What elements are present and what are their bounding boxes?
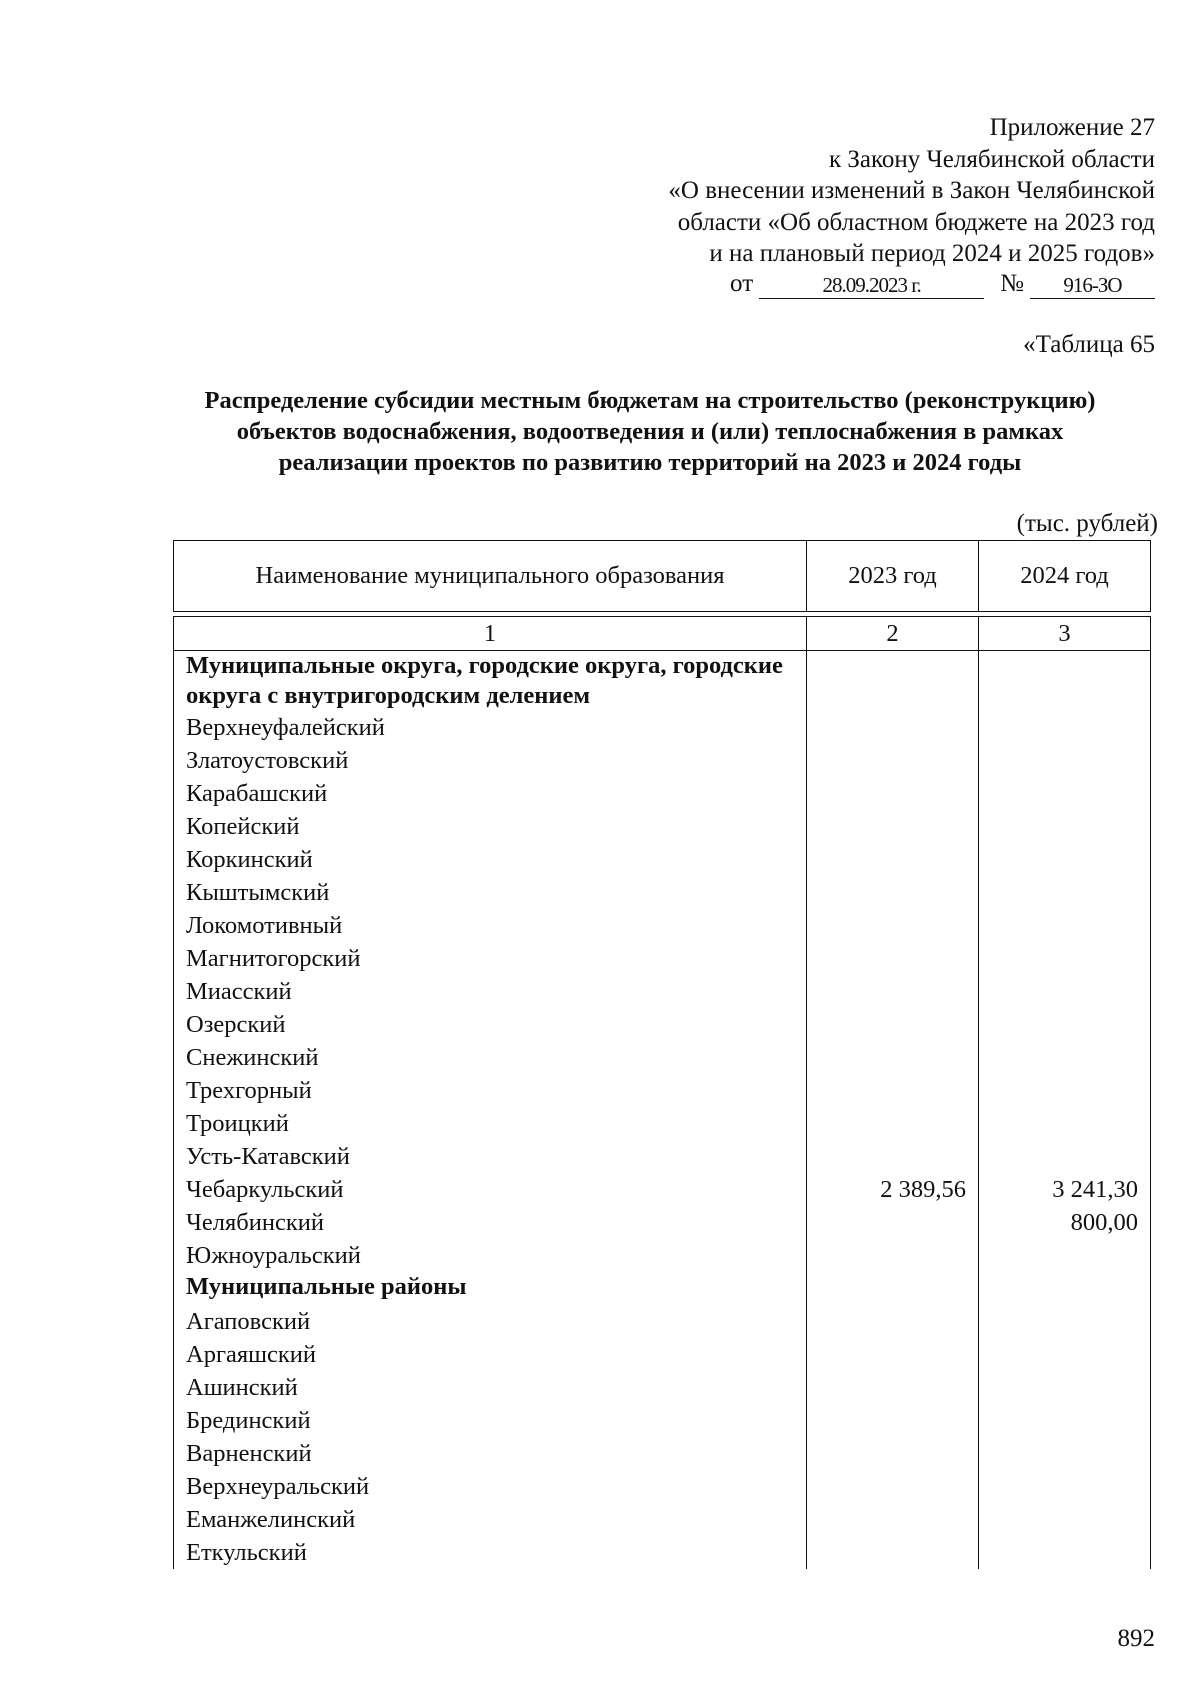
- municipality-name: Трехгорный: [174, 1074, 807, 1107]
- value-2024: [979, 909, 1151, 942]
- municipality-name: Кыштымский: [174, 876, 807, 909]
- value-2024: [979, 744, 1151, 777]
- column-number-row: [174, 617, 1151, 651]
- value-2024: [979, 651, 1151, 712]
- value-2023: [807, 1503, 979, 1536]
- value-2024: [979, 1470, 1151, 1503]
- municipality-name: Муниципальные округа, городские округа, городские округа с внутригородским делением: [174, 651, 807, 712]
- table-row: [174, 876, 1151, 909]
- table-row: [174, 1536, 1151, 1569]
- table-row: [174, 1107, 1151, 1140]
- municipality-name: Локомотивный: [174, 909, 807, 942]
- value-2023: [807, 975, 979, 1008]
- subsidy-table: [173, 540, 1151, 1569]
- value-2024: [979, 876, 1151, 909]
- value-2024: [979, 843, 1151, 876]
- value-2023: [807, 810, 979, 843]
- number-label: №: [1000, 269, 1024, 297]
- municipality-name: Ашинский: [174, 1371, 807, 1404]
- law-date: 28.09.2023 г.: [759, 273, 984, 299]
- municipality-name: Карабашский: [174, 777, 807, 810]
- table-row: [174, 711, 1151, 744]
- table-row: [174, 1206, 1151, 1239]
- header-2024: 2024 год: [979, 541, 1151, 612]
- value-2024: 3 241,30: [979, 1173, 1151, 1206]
- municipality-name: Чебаркульский: [174, 1173, 807, 1206]
- document-title: [150, 385, 1150, 478]
- value-2024: [979, 1074, 1151, 1107]
- municipality-name: Аргаяшский: [174, 1338, 807, 1371]
- table-row: [174, 909, 1151, 942]
- table-section-row: [174, 1272, 1151, 1305]
- value-2023: [807, 942, 979, 975]
- municipality-name: Верхнеуфалейский: [174, 711, 807, 744]
- table-row: [174, 1503, 1151, 1536]
- appendix-header: [595, 112, 1155, 299]
- table-row: [174, 1008, 1151, 1041]
- value-2023: [807, 1305, 979, 1338]
- value-2023: [807, 876, 979, 909]
- municipality-name: Еткульский: [174, 1536, 807, 1569]
- municipality-name: Варненский: [174, 1437, 807, 1470]
- appendix-line-3: «О внесении изменений в Закон Челябинской: [668, 177, 1155, 204]
- value-2023: 2 389,56: [807, 1173, 979, 1206]
- table-row: [174, 1404, 1151, 1437]
- table-row: [174, 1074, 1151, 1107]
- municipality-name: Копейский: [174, 810, 807, 843]
- value-2023: [807, 1206, 979, 1239]
- value-2024: [979, 1371, 1151, 1404]
- value-2024: [979, 1041, 1151, 1074]
- table-row: [174, 1041, 1151, 1074]
- municipality-name: Челябинский: [174, 1206, 807, 1239]
- title-line-1: Распределение субсидии местным бюджетам на строительство (реконструкцию): [204, 387, 1096, 414]
- table-row: [174, 744, 1151, 777]
- appendix-line-4: области «Об областном бюджете на 2023 год: [677, 208, 1155, 236]
- from-label: от: [730, 269, 754, 297]
- value-2024: [979, 1338, 1151, 1371]
- value-2024: [979, 1536, 1151, 1569]
- value-2023: [807, 1041, 979, 1074]
- municipality-name: Верхнеуральский: [174, 1470, 807, 1503]
- municipality-name: Брединский: [174, 1404, 807, 1437]
- table-row: [174, 1173, 1151, 1206]
- table-row: [174, 1305, 1151, 1338]
- value-2024: [979, 810, 1151, 843]
- municipality-name: Магнитогорский: [174, 942, 807, 975]
- value-2024: [979, 1305, 1151, 1338]
- law-number: 916-ЗО: [1030, 273, 1155, 299]
- municipality-name: Усть-Катавский: [174, 1140, 807, 1173]
- table-row: [174, 810, 1151, 843]
- table-row: [174, 975, 1151, 1008]
- title-line-2: объектов водоснабжения, водоотведения и (или) теплоснабжения в рамках: [236, 418, 1064, 445]
- law-signature-row: [595, 268, 1155, 300]
- header-row: [174, 541, 1151, 612]
- value-2023: [807, 1470, 979, 1503]
- municipality-name: Озерский: [174, 1008, 807, 1041]
- unit-label: (тыс. рублей): [1016, 510, 1158, 537]
- value-2023: [807, 651, 979, 712]
- table-row: [174, 1239, 1151, 1272]
- value-2023: [807, 1107, 979, 1140]
- value-2023: [807, 1008, 979, 1041]
- value-2024: [979, 1503, 1151, 1536]
- value-2024: [979, 711, 1151, 744]
- value-2024: [979, 777, 1151, 810]
- column-number: 3: [979, 617, 1151, 651]
- value-2023: [807, 1536, 979, 1569]
- column-number: 1: [174, 617, 807, 651]
- table-row: [174, 1371, 1151, 1404]
- appendix-line-2: к Закону Челябинской области: [829, 145, 1155, 173]
- value-2023: [807, 1140, 979, 1173]
- value-2024: [979, 1107, 1151, 1140]
- value-2023: [807, 744, 979, 777]
- municipality-name: Коркинский: [174, 843, 807, 876]
- value-2024: [979, 1239, 1151, 1272]
- value-2023: [807, 1404, 979, 1437]
- value-2023: [807, 1074, 979, 1107]
- value-2024: [979, 1272, 1151, 1305]
- header-municipality: Наименование муниципального образования: [174, 541, 807, 612]
- value-2024: [979, 1008, 1151, 1041]
- municipality-name: Троицкий: [174, 1107, 807, 1140]
- municipality-name: Снежинский: [174, 1041, 807, 1074]
- value-2024: [979, 942, 1151, 975]
- appendix-line-5: и на плановый период 2024 и 2025 годов»: [709, 240, 1155, 267]
- value-2024: [979, 1140, 1151, 1173]
- value-2023: [807, 1371, 979, 1404]
- value-2023: [807, 843, 979, 876]
- municipality-name: Миасский: [174, 975, 807, 1008]
- column-number: 2: [807, 617, 979, 651]
- table-row: [174, 942, 1151, 975]
- municipality-name: Агаповский: [174, 1305, 807, 1338]
- municipality-name: Муниципальные районы: [174, 1272, 807, 1305]
- value-2023: [807, 1272, 979, 1305]
- table-row: [174, 1140, 1151, 1173]
- table-section-row: [174, 651, 1151, 712]
- value-2024: [979, 1437, 1151, 1470]
- value-2023: [807, 1338, 979, 1371]
- value-2024: [979, 1404, 1151, 1437]
- value-2024: [979, 975, 1151, 1008]
- table-row: [174, 1338, 1151, 1371]
- municipality-name: Южноуральский: [174, 1239, 807, 1272]
- table-row: [174, 1470, 1151, 1503]
- value-2023: [807, 909, 979, 942]
- appendix-line-1: Приложение 27: [989, 114, 1155, 141]
- table-row: [174, 777, 1151, 810]
- municipality-name: Еманжелинский: [174, 1503, 807, 1536]
- table-row: [174, 843, 1151, 876]
- page-number: 892: [1117, 1625, 1155, 1652]
- value-2023: [807, 1437, 979, 1470]
- title-line-3: реализации проектов по развитию территорий на 2023 и 2024 годы: [278, 449, 1022, 476]
- header-2023: 2023 год: [807, 541, 979, 612]
- table-row: [174, 1437, 1151, 1470]
- value-2023: [807, 777, 979, 810]
- value-2024: 800,00: [979, 1206, 1151, 1239]
- value-2023: [807, 1239, 979, 1272]
- table-label: «Таблица 65: [1023, 331, 1155, 358]
- value-2023: [807, 711, 979, 744]
- municipality-name: Златоустовский: [174, 744, 807, 777]
